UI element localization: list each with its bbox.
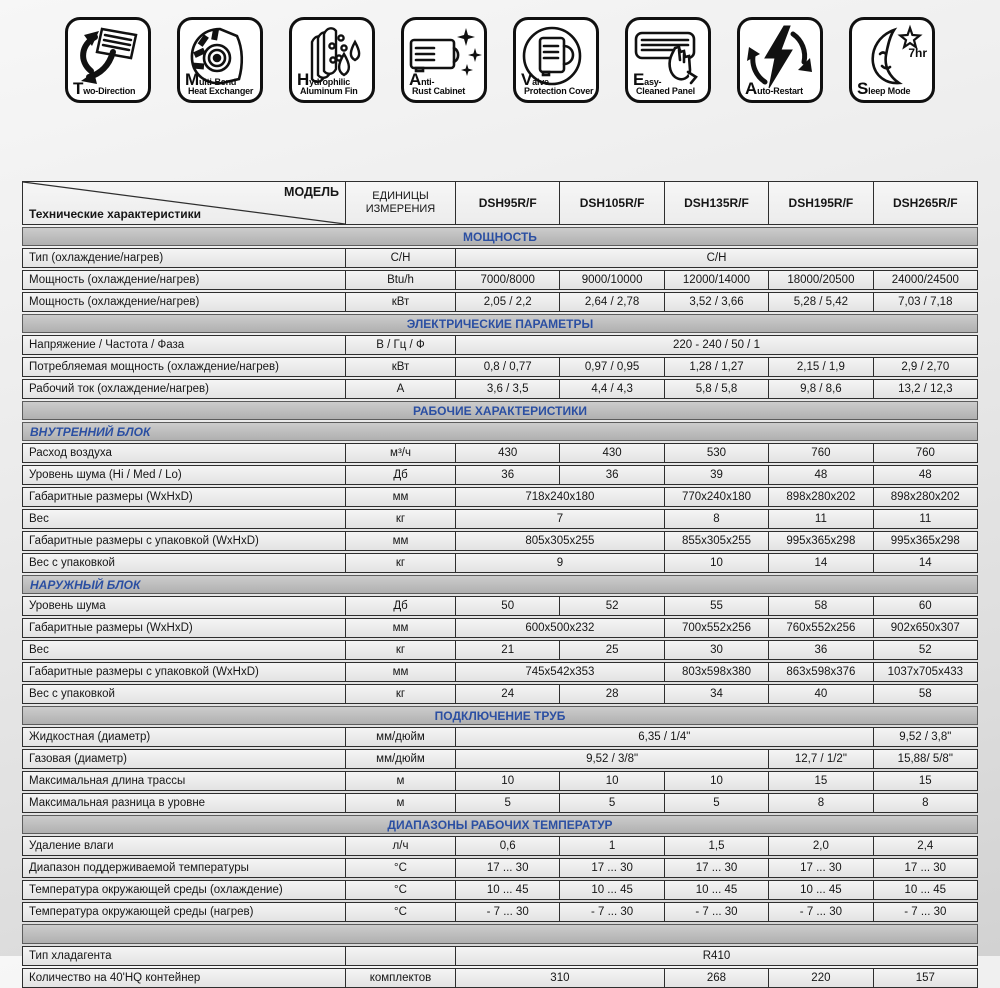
feature-label: Easy- Cleaned Panel xyxy=(633,69,695,97)
model-column-header: DSH135R/F xyxy=(664,182,768,224)
row-value: 10 xyxy=(455,772,559,790)
row-value: 10 ... 45 xyxy=(873,881,977,899)
spec-row xyxy=(22,727,978,747)
row-unit: Btu/h xyxy=(345,271,455,289)
row-value: 3,52 / 3,66 xyxy=(664,293,768,311)
row-value: 1,28 / 1,27 xyxy=(664,358,768,376)
row-label: Расход воздуха xyxy=(29,447,112,459)
row-value: 8 xyxy=(873,794,977,812)
row-label: Максимальная длина трассы xyxy=(29,775,186,787)
row-value: 430 xyxy=(455,444,559,462)
units-column-header: ЕДИНИЦЫ ИЗМЕРЕНИЯ xyxy=(345,182,455,224)
row-value: 52 xyxy=(873,641,977,659)
row-value: 17 ... 30 xyxy=(873,859,977,877)
feature-label: Valve Protection Cover xyxy=(521,69,594,97)
row-value: 7,03 / 7,18 xyxy=(873,293,977,311)
row-value: 745x542x353 xyxy=(455,663,664,681)
section-title: МОЩНОСТЬ xyxy=(463,229,537,244)
row-value: 898x280x202 xyxy=(768,488,872,506)
row-unit: °С xyxy=(345,859,455,877)
row-value: 803x598x380 xyxy=(664,663,768,681)
corner-model-label: МОДЕЛЬ xyxy=(284,185,339,199)
row-label: Количество на 40'HQ контейнер xyxy=(29,972,201,984)
row-value: 36 xyxy=(559,466,663,484)
row-value: 600x500x232 xyxy=(455,619,664,637)
spec-row xyxy=(22,902,978,922)
row-value: 36 xyxy=(768,641,872,659)
row-unit: °С xyxy=(345,881,455,899)
row-label: Максимальная разница в уровне xyxy=(29,797,206,809)
row-value: 10 ... 45 xyxy=(768,881,872,899)
row-value: 48 xyxy=(873,466,977,484)
row-label: Напряжение / Частота / Фаза xyxy=(29,339,185,351)
row-value: 52 xyxy=(559,597,663,615)
row-value: - 7 ... 30 xyxy=(455,903,559,921)
row-value: 10 xyxy=(664,554,768,572)
row-value: 40 xyxy=(768,685,872,703)
section-header xyxy=(22,401,978,420)
row-value: 7 xyxy=(455,510,664,528)
row-value: 995x365x298 xyxy=(768,532,872,550)
row-value: 6,35 / 1/4" xyxy=(455,728,873,746)
row-label: Уровень шума (Hi / Med / Lo) xyxy=(29,469,182,481)
row-label: Габаритные размеры (WxHxD) xyxy=(29,491,193,503)
row-value: 24 xyxy=(455,685,559,703)
spec-row xyxy=(22,379,978,399)
section-title: ВНУТРЕННИЙ БЛОК xyxy=(30,424,151,439)
row-unit: кВт xyxy=(345,358,455,376)
row-value: 13,2 / 12,3 xyxy=(873,380,977,398)
row-unit: л/ч xyxy=(345,837,455,855)
feature-tile xyxy=(401,17,487,103)
row-value: 8 xyxy=(768,794,872,812)
spec-row xyxy=(22,357,978,377)
section-title: ДИАПАЗОНЫ РАБОЧИХ ТЕМПЕРАТУР xyxy=(387,817,613,832)
row-unit: А xyxy=(345,380,455,398)
row-value: 18000/20500 xyxy=(768,271,872,289)
row-label: Температура окружающей среды (охлаждение) xyxy=(29,884,283,896)
feature-tile xyxy=(289,17,375,103)
row-unit: мм xyxy=(345,532,455,550)
row-value: 0,97 / 0,95 xyxy=(559,358,663,376)
feature-label: Two-Direction xyxy=(73,79,136,99)
spec-row xyxy=(22,509,978,529)
row-value: 3,6 / 3,5 xyxy=(455,380,559,398)
section-header xyxy=(22,227,978,246)
row-unit: мм/дюйм xyxy=(345,750,455,768)
row-value: 11 xyxy=(768,510,872,528)
row-value: 12,7 / 1/2" xyxy=(768,750,872,768)
row-value: 2,64 / 2,78 xyxy=(559,293,663,311)
section-header xyxy=(22,706,978,725)
section-title: ПОДКЛЮЧЕНИЕ ТРУБ xyxy=(434,708,566,723)
row-value: 28 xyxy=(559,685,663,703)
row-unit: мм xyxy=(345,663,455,681)
row-label: Габаритные размеры (WxHxD) xyxy=(29,622,193,634)
row-value: 17 ... 30 xyxy=(768,859,872,877)
spec-row xyxy=(22,335,978,355)
row-value: 15 xyxy=(873,772,977,790)
row-label: Жидкостная (диаметр) xyxy=(29,731,151,743)
row-value: 10 ... 45 xyxy=(664,881,768,899)
model-column-header: DSH195R/F xyxy=(768,182,872,224)
row-value: 2,05 / 2,2 xyxy=(455,293,559,311)
section-header xyxy=(22,314,978,333)
row-value: 48 xyxy=(768,466,872,484)
spec-row xyxy=(22,640,978,660)
row-value: 220 xyxy=(768,969,872,987)
row-value: 7000/8000 xyxy=(455,271,559,289)
row-label: Вес с упаковкой xyxy=(29,688,115,700)
row-value: 220 - 240 / 50 / 1 xyxy=(455,336,977,354)
row-value: 10 xyxy=(559,772,663,790)
row-label: Вес с упаковкой xyxy=(29,557,115,569)
row-label: Уровень шума xyxy=(29,600,106,612)
subsection-header xyxy=(22,575,978,594)
row-value: 4,4 / 4,3 xyxy=(559,380,663,398)
section-header xyxy=(22,815,978,834)
feature-label: Hydrophilic Aluminum Fin xyxy=(297,69,358,97)
row-value: 15 xyxy=(768,772,872,790)
row-value: 10 ... 45 xyxy=(559,881,663,899)
spec-row xyxy=(22,793,978,813)
model-column-header: DSH105R/F xyxy=(559,182,663,224)
row-unit: мм xyxy=(345,488,455,506)
row-label: Газовая (диаметр) xyxy=(29,753,127,765)
row-label: Мощность (охлаждение/нагрев) xyxy=(29,296,200,308)
row-unit: С/Н xyxy=(345,249,455,267)
row-value: 9,8 / 8,6 xyxy=(768,380,872,398)
row-value: 12000/14000 xyxy=(664,271,768,289)
section-title: РАБОЧИЕ ХАРАКТЕРИСТИКИ xyxy=(412,403,588,418)
row-value: 770x240x180 xyxy=(664,488,768,506)
spec-row xyxy=(22,880,978,900)
row-value: 718x240x180 xyxy=(455,488,664,506)
spec-row xyxy=(22,836,978,856)
row-unit: м xyxy=(345,794,455,812)
row-unit xyxy=(345,947,455,965)
corner-tech-label: Технические характеристики xyxy=(29,207,202,221)
table-body xyxy=(22,227,978,988)
row-value: 9,52 / 3/8" xyxy=(455,750,768,768)
row-value: 805x305x255 xyxy=(455,532,664,550)
row-value: 9,52 / 3,8" xyxy=(873,728,977,746)
row-value: 1,5 xyxy=(664,837,768,855)
spec-row xyxy=(22,684,978,704)
section-title: ЭЛЕКТРИЧЕСКИЕ ПАРАМЕТРЫ xyxy=(406,316,594,331)
row-label: Габаритные размеры с упаковкой (WxHxD) xyxy=(29,535,259,547)
feature-label: Anti- Rust Cabinet xyxy=(409,69,466,97)
row-label: Температура окружающей среды (нагрев) xyxy=(29,906,254,918)
feature-tile xyxy=(513,17,599,103)
spec-row xyxy=(22,248,978,268)
row-value: 5 xyxy=(664,794,768,812)
section-title: НАРУЖНЫЙ БЛОК xyxy=(30,577,141,592)
row-unit: Дб xyxy=(345,597,455,615)
row-label: Вес xyxy=(29,513,49,525)
row-value: 60 xyxy=(873,597,977,615)
row-label: Тип хладагента xyxy=(29,950,112,962)
row-value: 58 xyxy=(873,685,977,703)
row-unit: °С xyxy=(345,903,455,921)
feature-tile xyxy=(737,17,823,103)
row-value: 157 xyxy=(873,969,977,987)
spec-row xyxy=(22,596,978,616)
spec-row xyxy=(22,662,978,682)
row-value: 36 xyxy=(455,466,559,484)
feature-tile xyxy=(625,17,711,103)
feature-tile xyxy=(65,17,151,103)
row-value: 17 ... 30 xyxy=(559,859,663,877)
row-value: 5 xyxy=(455,794,559,812)
row-value: 2,0 xyxy=(768,837,872,855)
row-value: 855x305x255 xyxy=(664,532,768,550)
row-unit: мм xyxy=(345,619,455,637)
row-value: 14 xyxy=(873,554,977,572)
row-value: 2,15 / 1,9 xyxy=(768,358,872,376)
spec-row xyxy=(22,292,978,312)
row-value: 995x365x298 xyxy=(873,532,977,550)
row-value: - 7 ... 30 xyxy=(559,903,663,921)
row-value: 430 xyxy=(559,444,663,462)
row-value: 10 ... 45 xyxy=(455,881,559,899)
row-value: 10 xyxy=(664,772,768,790)
model-column-header: DSH95R/F xyxy=(455,182,559,224)
spec-row xyxy=(22,968,978,988)
row-value: 0,8 / 0,77 xyxy=(455,358,559,376)
row-value: 902x650x307 xyxy=(873,619,977,637)
spec-row xyxy=(22,749,978,769)
spec-row xyxy=(22,618,978,638)
row-unit: В / Гц / Ф xyxy=(345,336,455,354)
table-corner-cell xyxy=(23,182,345,224)
spec-row xyxy=(22,858,978,878)
row-unit: Дб xyxy=(345,466,455,484)
subsection-header xyxy=(22,422,978,441)
row-value: - 7 ... 30 xyxy=(664,903,768,921)
row-label: Удаление влаги xyxy=(29,840,114,852)
row-unit: комплектов xyxy=(345,969,455,987)
spec-row xyxy=(22,487,978,507)
row-value: 310 xyxy=(455,969,664,987)
row-value: 268 xyxy=(664,969,768,987)
row-value: 17 ... 30 xyxy=(664,859,768,877)
row-unit: м³/ч xyxy=(345,444,455,462)
model-column-header: DSH265R/F xyxy=(873,182,977,224)
feature-tile xyxy=(177,17,263,103)
row-value: 863x598x376 xyxy=(768,663,872,681)
row-value: - 7 ... 30 xyxy=(768,903,872,921)
row-value: 58 xyxy=(768,597,872,615)
spacer-bar xyxy=(22,924,978,944)
spec-row xyxy=(22,946,978,966)
row-value: 17 ... 30 xyxy=(455,859,559,877)
table-header-row xyxy=(22,181,978,225)
row-unit: м xyxy=(345,772,455,790)
row-value: 9 xyxy=(455,554,664,572)
row-label: Потребляемая мощность (охлаждение/нагрев) xyxy=(29,361,279,373)
spec-row xyxy=(22,270,978,290)
row-value: 14 xyxy=(768,554,872,572)
row-value: 55 xyxy=(664,597,768,615)
row-value: 0,6 xyxy=(455,837,559,855)
row-unit: мм/дюйм xyxy=(345,728,455,746)
row-value: 760x552x256 xyxy=(768,619,872,637)
row-value: 39 xyxy=(664,466,768,484)
feature-label: Auto-Restart xyxy=(745,79,803,99)
row-value: 898x280x202 xyxy=(873,488,977,506)
row-value: 5 xyxy=(559,794,663,812)
row-value: 34 xyxy=(664,685,768,703)
row-unit: кг xyxy=(345,641,455,659)
row-value: 2,4 xyxy=(873,837,977,855)
row-value: 30 xyxy=(664,641,768,659)
row-value: 700x552x256 xyxy=(664,619,768,637)
row-value: 2,9 / 2,70 xyxy=(873,358,977,376)
spec-table xyxy=(22,181,978,988)
row-value: 1 xyxy=(559,837,663,855)
row-value: 21 xyxy=(455,641,559,659)
row-value: 760 xyxy=(768,444,872,462)
row-label: Вес xyxy=(29,644,49,656)
row-value: 15,88/ 5/8" xyxy=(873,750,977,768)
row-value: 9000/10000 xyxy=(559,271,663,289)
row-label: Диапазон поддерживаемой температуры xyxy=(29,862,249,874)
row-unit: кг xyxy=(345,510,455,528)
row-value: 50 xyxy=(455,597,559,615)
row-label: Тип (охлаждение/нагрев) xyxy=(29,252,164,264)
row-value: - 7 ... 30 xyxy=(873,903,977,921)
spec-row xyxy=(22,443,978,463)
row-label: Габаритные размеры с упаковкой (WxHxD) xyxy=(29,666,259,678)
row-value: 25 xyxy=(559,641,663,659)
row-value: 11 xyxy=(873,510,977,528)
feature-label: Sleep Mode xyxy=(857,79,911,99)
row-unit: кВт xyxy=(345,293,455,311)
row-label: Рабочий ток (охлаждение/нагрев) xyxy=(29,383,209,395)
spec-row xyxy=(22,771,978,791)
row-value: 5,28 / 5,42 xyxy=(768,293,872,311)
feature-icons-row xyxy=(0,0,1000,117)
row-unit: кг xyxy=(345,554,455,572)
row-value: 760 xyxy=(873,444,977,462)
row-unit: кг xyxy=(345,685,455,703)
row-value: 5,8 / 5,8 xyxy=(664,380,768,398)
row-value: С/Н xyxy=(455,249,977,267)
row-value: 24000/24500 xyxy=(873,271,977,289)
row-value: 530 xyxy=(664,444,768,462)
spec-row xyxy=(22,465,978,485)
row-value: 1037x705x433 xyxy=(873,663,977,681)
row-value: 8 xyxy=(664,510,768,528)
row-label: Мощность (охлаждение/нагрев) xyxy=(29,274,200,286)
feature-tile xyxy=(849,17,935,103)
row-value: R410 xyxy=(455,947,977,965)
spec-row xyxy=(22,553,978,573)
spec-row xyxy=(22,531,978,551)
sleep-hours-badge: 7hr xyxy=(908,46,927,60)
feature-label: Multi-Bend Heat Exchanger xyxy=(185,69,254,97)
